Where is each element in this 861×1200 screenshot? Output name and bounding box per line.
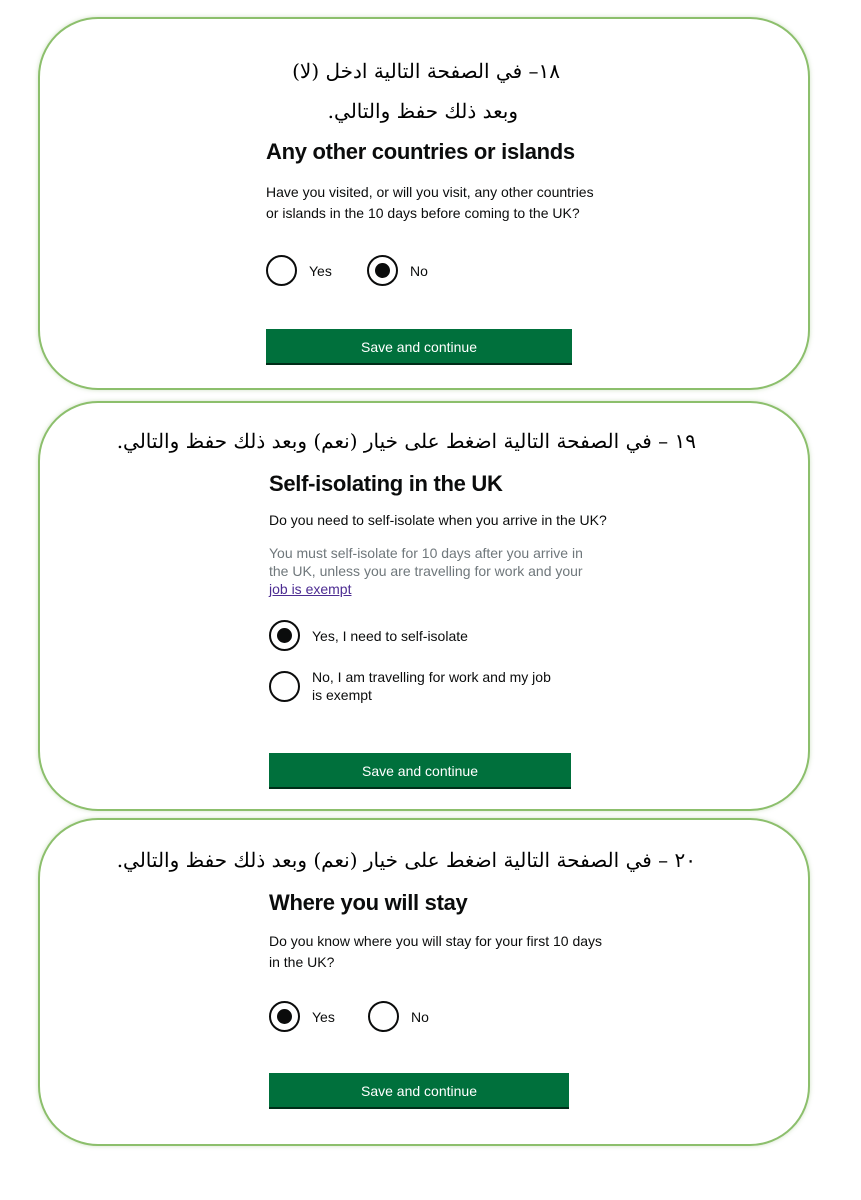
step-19-option-no-radio[interactable]: [269, 671, 300, 702]
step-19-title: Self-isolating in the UK: [269, 471, 503, 496]
step-19-hint-text: You must self-isolate for 10 days after you arrive in the UK, unless you are travelling for work and your: [269, 545, 583, 579]
step-19-hint: [269, 544, 589, 598]
step-20-title: Where you will stay: [269, 890, 468, 915]
step-20-option-no-label: No: [411, 1008, 429, 1025]
step-20-instruction: ٢٠ – في الصفحة التالية اضغط على خيار (نعم) وبعد ذلك حفظ والتالي.: [116, 848, 696, 872]
step-18-save-continue-button[interactable]: Save and continue: [266, 329, 572, 363]
step-19-instruction: ١٩ – في الصفحة التالية اضغط على خيار (نعم) وبعد ذلك حفظ والتالي.: [116, 429, 696, 453]
step-18-panel: [38, 17, 810, 390]
step-19-option-yes[interactable]: [269, 620, 468, 651]
step-18-question: Have you visited, or will you visit, any other countries or islands in the 10 days before coming to the UK?: [266, 184, 594, 221]
step-19-option-no[interactable]: [269, 668, 562, 704]
step-20-option-yes-label: Yes: [312, 1008, 335, 1025]
step-19-save-continue-button[interactable]: Save and continue: [269, 753, 571, 787]
step-20-option-yes-radio[interactable]: [269, 1001, 300, 1032]
step-20-panel: [38, 818, 810, 1146]
step-18-instruction-line2: وبعد ذلك حفظ والتالي.: [327, 99, 518, 123]
step-18-option-no-label: No: [410, 262, 428, 279]
step-18-option-no-radio[interactable]: [367, 255, 398, 286]
step-20-save-continue-button[interactable]: Save and continue: [269, 1073, 569, 1107]
step-18-title: Any other countries or islands: [266, 139, 575, 164]
step-20-option-no-radio[interactable]: [368, 1001, 399, 1032]
step-19-option-yes-radio[interactable]: [269, 620, 300, 651]
step-18-option-no[interactable]: [367, 255, 428, 286]
step-20-question: Do you know where you will stay for your first 10 days in the UK?: [269, 933, 603, 970]
step-19-option-yes-label: Yes, I need to self-isolate: [312, 627, 468, 644]
step-19-panel: [38, 401, 810, 811]
step-18-option-yes[interactable]: [266, 255, 332, 286]
step-20-option-no[interactable]: [368, 1001, 429, 1032]
step-18-option-yes-radio[interactable]: [266, 255, 297, 286]
step-18-instruction-line1: ١٨– في الصفحة التالية ادخل (لا): [292, 59, 560, 83]
step-18-option-yes-label: Yes: [309, 262, 332, 279]
job-is-exempt-link[interactable]: job is exempt: [269, 581, 352, 597]
step-20-option-yes[interactable]: [269, 1001, 335, 1032]
step-19-option-no-label: No, I am travelling for work and my job is exempt: [312, 669, 551, 703]
step-19-question: Do you need to self-isolate when you arrive in the UK?: [269, 512, 607, 528]
